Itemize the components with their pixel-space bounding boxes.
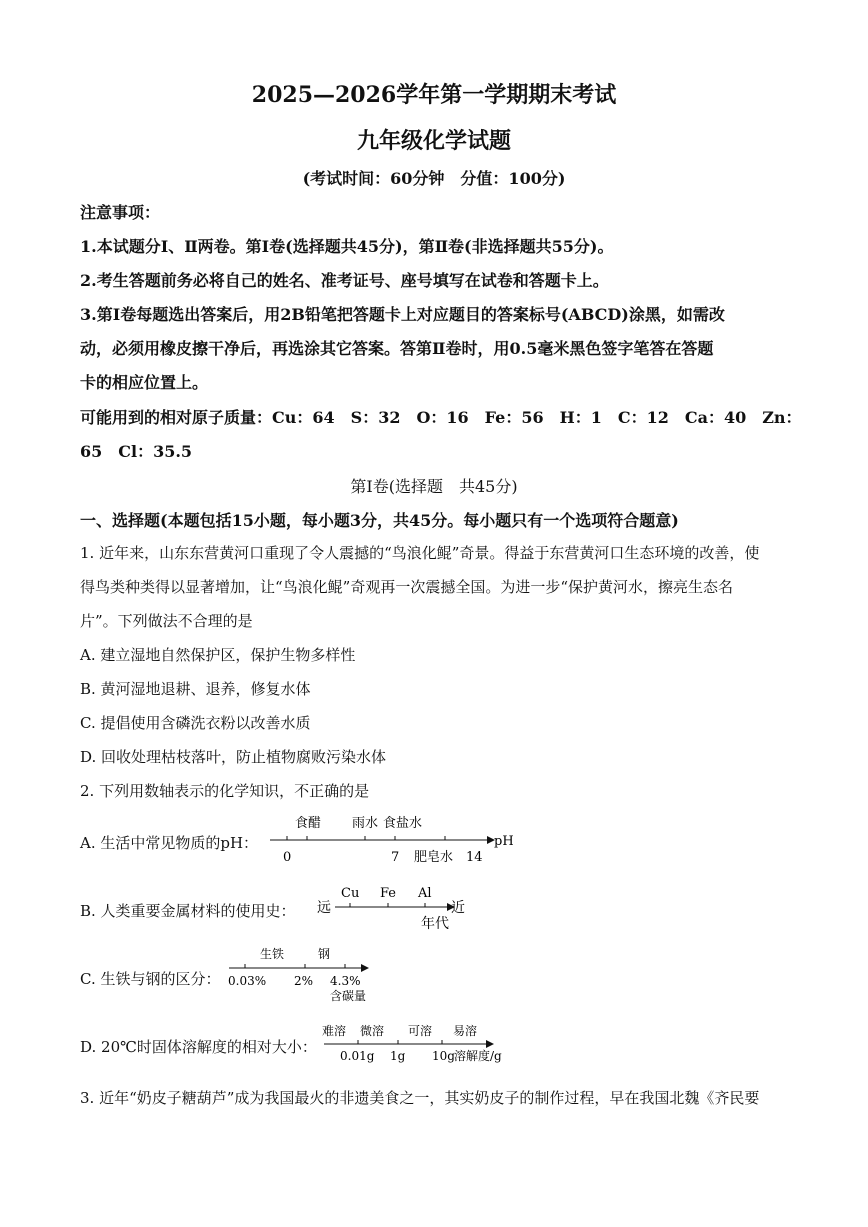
q2a-top-label-2: 食盐水	[383, 816, 423, 831]
q2-option-b-axis	[315, 880, 475, 938]
q2a-top-label-1: 雨水	[352, 816, 379, 831]
note-item-3-line2: 动，必须用橡皮擦干净后，再选涂其它答案。答第Ⅱ卷时，用0.5毫米黑色签字笔答在答题	[80, 339, 714, 358]
q2-option-b-label: B. 人类重要金属材料的使用史：	[80, 902, 296, 920]
q1-option-c: C. 提倡使用含磷洗衣粉以改善水质	[80, 714, 311, 732]
q2-stem: 2. 下列用数轴表示的化学知识，不正确的是	[80, 782, 370, 800]
q3-stem-line1: 3. 近年“奶皮子糖葫芦”成为我国最火的非遗美食之一，其实奶皮子的制作过程，早在我国北魏《齐民要	[80, 1089, 760, 1107]
q1-option-b: B. 黄河湿地退耕、退养，修复水体	[80, 680, 311, 698]
q2b-left-label: 远	[317, 900, 331, 916]
q1-option-d: D. 回收处理枯枝落叶，防止植物腐败污染水体	[80, 748, 387, 766]
atomic-mass-line1: 可能用到的相对原子质量：Cu：64 S：32 O：16 Fe：56 H：1 C：12 Ca：40 Zn：	[80, 408, 802, 427]
q2-option-c-axis	[225, 944, 385, 1006]
exam-subtitle: 九年级化学试题	[356, 128, 511, 154]
q2c-bottom-label-2: 4.3%	[330, 974, 361, 988]
note-item-2: 2.考生答题前务必将自己的姓名、准考证号、座号填写在试卷和答题卡上。	[80, 271, 609, 290]
q2a-axis-label: pH	[494, 834, 514, 849]
q2a-bottom-label-3: 14	[466, 850, 483, 865]
q2c-top-label-1: 钢	[318, 947, 331, 961]
q2d-bottom-label-2: 10g	[432, 1049, 455, 1063]
q1-stem-line1: 1. 近年来，山东东营黄河口重现了令人震撼的“鸟浪化鲲”奇景。得益于东营黄河口生态环境的改善，使	[80, 544, 760, 562]
exam-info: (考试时间：60分钟 分值：100分)	[302, 169, 566, 188]
q2c-top-label-0: 生铁	[260, 947, 285, 961]
note-item-3-line1: 3.第Ⅰ卷每题选出答案后，用2B铅笔把答题卡上对应题目的答案标号(ABCD)涂黑，如需改	[80, 305, 725, 324]
note-item-1: 1.本试题分Ⅰ、Ⅱ两卷。第Ⅰ卷(选择题共45分)，第Ⅱ卷(非选择题共55分)。	[80, 237, 614, 256]
q2d-bottom-label-1: 1g	[390, 1049, 406, 1063]
q2d-bottom-label-0: 0.01g	[340, 1049, 375, 1063]
q2a-top-label-0: 食醋	[295, 816, 322, 831]
q2a-bottom-label-1: 7	[391, 850, 400, 865]
q2d-top-label-3: 易溶	[453, 1024, 478, 1038]
notes-heading: 注意事项：	[80, 203, 161, 222]
q2d-top-label-2: 可溶	[408, 1024, 433, 1038]
q2-option-d-axis	[318, 1020, 518, 1068]
q2c-axis-label: 含碳量	[330, 989, 367, 1003]
q2-option-d-label: D. 20℃时固体溶解度的相对大小：	[80, 1038, 317, 1056]
part-one-heading: 一、选择题(本题包括15小题，每小题3分，共45分。每小题只有一个选项符合题意)	[80, 511, 679, 530]
q1-option-a: A. 建立湿地自然保护区，保护生物多样性	[80, 646, 356, 664]
section-title: 第Ⅰ卷(选择题 共45分)	[350, 477, 518, 496]
q2b-right-label: 近	[451, 900, 465, 916]
q1-stem-line3: 片”。下列做法不合理的是	[80, 612, 253, 630]
q1-stem-line2: 得鸟类种类得以显著增加，让“鸟浪化鲲”奇观再一次震撼全国。为进一步“保护黄河水，擦亮生态名	[80, 578, 734, 596]
q2b-top-label-0: Cu	[341, 886, 360, 901]
q2-option-c-label: C. 生铁与钢的区分：	[80, 970, 221, 988]
exam-title: 2025—2026学年第一学期期末考试	[251, 82, 617, 108]
q2d-top-label-1: 微溶	[360, 1024, 385, 1038]
q2d-top-label-0: 难溶	[322, 1024, 347, 1038]
note-item-3-line3: 卡的相应位置上。	[80, 373, 209, 392]
q2c-bottom-label-0: 0.03%	[228, 974, 267, 988]
q2b-top-label-1: Fe	[380, 886, 397, 901]
q2b-top-label-2: Al	[418, 886, 432, 901]
q2a-bottom-label-0: 0	[283, 850, 292, 865]
atomic-mass-line2: 65 Cl：35.5	[80, 442, 193, 461]
q2a-bottom-label-2: 肥皂水	[414, 850, 454, 865]
q2-option-a-axis	[265, 810, 525, 866]
q2d-axis-label: 溶解度/g	[454, 1049, 502, 1063]
q2c-bottom-label-1: 2%	[294, 974, 314, 988]
q2-option-a-label: A. 生活中常见物质的pH：	[80, 834, 259, 852]
q2b-axis-label: 年代	[421, 916, 449, 932]
